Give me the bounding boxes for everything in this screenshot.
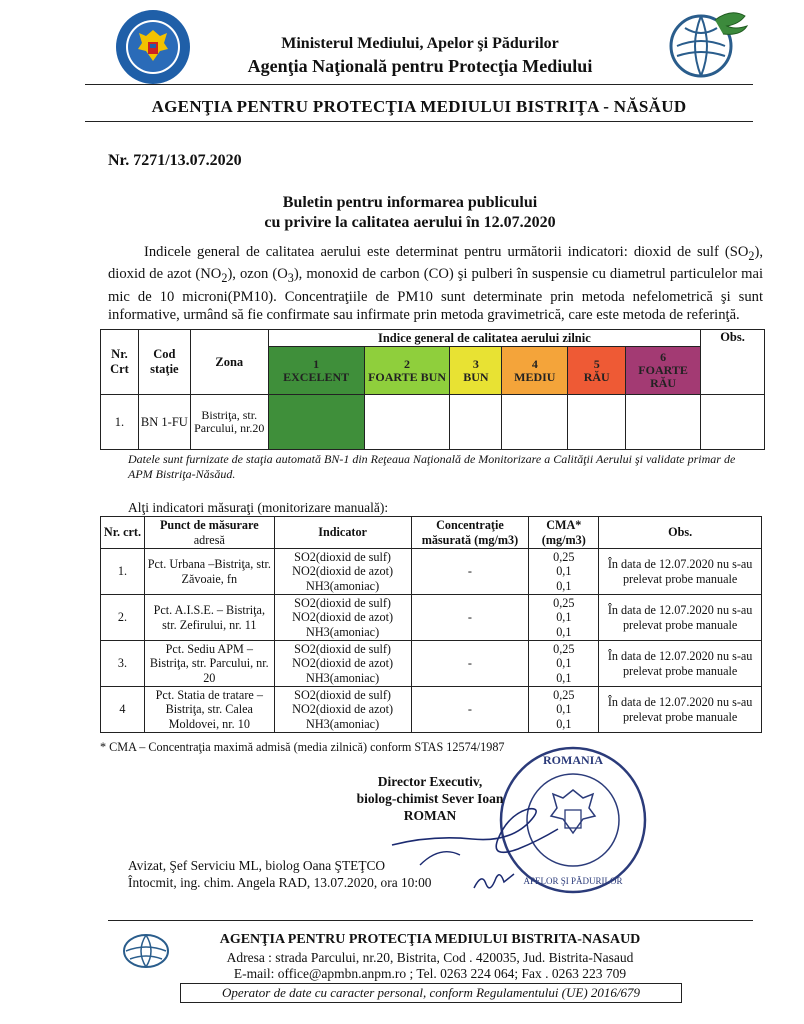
row-obs: În data de 12.07.2020 nu s-au prelevat probe manuale	[599, 687, 762, 733]
cma-value: 0,1	[556, 624, 572, 639]
level-cell	[364, 347, 450, 395]
manual-monitoring-caption: Alţi indicatori măsuraţi (monitorizare manuală):	[128, 500, 389, 515]
station-zone: Bistriţa, str. Parcului, nr.20	[190, 395, 268, 450]
indicator-name: SO2(dioxid de sulf)	[294, 687, 391, 702]
table-row	[101, 595, 762, 641]
indicator-name: NO2(dioxid de azot)	[292, 702, 394, 717]
station-code: BN 1-FU	[138, 395, 190, 450]
result-cell	[364, 395, 450, 450]
row-nr: 4	[101, 687, 145, 733]
no2-subscript: 2	[221, 271, 228, 286]
level-number: 5	[593, 356, 600, 371]
cma-value: 0,1	[556, 578, 572, 593]
result-cell	[568, 395, 626, 450]
header-concentration: Concentraţie măsurată (mg/m3)	[411, 517, 529, 549]
anpm-footer-logo	[116, 927, 176, 971]
header-index: Indice general de calitatea aerului zilnic	[268, 330, 700, 347]
row-indicators	[274, 641, 411, 687]
row-nr: 2.	[101, 595, 145, 641]
row-obs: În data de 12.07.2020 nu s-au prelevat probe manuale	[599, 641, 762, 687]
avizat-line: Avizat, Şef Serviciu ML, biolog Oana ŞTEŢCO	[128, 858, 386, 873]
level-label: BUN	[463, 369, 489, 384]
header-obs: Obs.	[701, 330, 765, 395]
footer-agency: AGENŢIA PENTRU PROTECŢIA MEDIULUI BISTRITA-NASAUD	[219, 932, 641, 947]
level-label: RĂU	[583, 369, 610, 384]
ministry-name: Ministerul Mediului, Apelor şi Pădurilor	[281, 35, 559, 52]
footer-operator-note: Operator de date cu caracter personal, conform Regulamentului (UE) 2016/679	[180, 983, 682, 1003]
director-title: Director Executiv,	[377, 774, 483, 789]
row-cma	[529, 595, 599, 641]
row-obs: În data de 12.07.2020 nu s-au prelevat probe manuale	[599, 549, 762, 595]
cma-value: 0,1	[556, 656, 572, 671]
table-row	[101, 687, 762, 733]
header-nr: Nr. Crt	[101, 330, 139, 395]
table-row	[101, 641, 762, 687]
header-cma: CMA* (mg/m3)	[529, 517, 599, 549]
level-number: 3	[472, 356, 479, 371]
intro-text: ), dioxid de azot (NO	[108, 244, 763, 283]
station-obs	[701, 395, 765, 450]
level-cell	[626, 347, 701, 395]
footer-divider	[108, 920, 753, 921]
row-concentration: -	[411, 549, 529, 595]
station-row	[101, 395, 765, 450]
anpm-globe-logo	[663, 6, 753, 82]
level-number: 2	[404, 356, 411, 371]
intro-text: ), monoxid de carbon (CO) şi pulberi în suspensie cu diametrul particulelor mai mic de 10 microni(PM10). Concentraţiile de PM10 sunt determinate prin metoda nefelometrică şi sunt informative, urmând să fie confirmate sau infirmate prin metoda gravimetrică, care este metoda de referinţă.	[108, 266, 764, 324]
level-cell	[450, 347, 502, 395]
director-name: biolog-chimist Sever Ioan ROMAN	[356, 791, 504, 823]
manual-rows	[101, 549, 762, 733]
row-point: Pct. A.I.S.E. – Bistriţa, str. Zefirului, nr. 11	[144, 595, 274, 641]
header-divider	[85, 84, 753, 85]
cma-value: 0,1	[556, 610, 572, 625]
cma-value: 0,25	[553, 549, 575, 564]
row-point: Pct. Statia de tratare – Bistriţa, str. Calea Moldovei, nr. 10	[144, 687, 274, 733]
air-quality-index-table	[100, 329, 765, 450]
level-label: MEDIU	[514, 369, 556, 384]
indicator-name: NH3(amoniac)	[306, 578, 380, 593]
level-number: 1	[313, 356, 320, 371]
svg-text:ROMANIA: ROMANIA	[543, 753, 603, 767]
row-indicators	[274, 595, 411, 641]
row-indicators	[274, 687, 411, 733]
header-point-title: Punct de măsurare	[159, 518, 259, 532]
level-cell	[502, 347, 568, 395]
intro-paragraph	[108, 243, 763, 324]
level-label: FOARTE RĂU	[638, 363, 688, 390]
header-indicator: Indicator	[274, 517, 411, 549]
svg-text:APELOR ŞI PĂDURILOR: APELOR ŞI PĂDURILOR	[523, 876, 623, 886]
indicator-name: NO2(dioxid de azot)	[292, 610, 394, 625]
footer-address: Adresa : strada Parcului, nr.20, Bistrita, Cod . 420035, Jud. Bistrita-Nasaud	[226, 950, 634, 965]
bulletin-title-line1: Buletin pentru informarea publicului	[282, 194, 538, 211]
cma-value: 0,25	[553, 687, 575, 702]
row-cma	[529, 549, 599, 595]
cma-value: 0,25	[553, 595, 575, 610]
footer-contact: E-mail: office@apmbn.anpm.ro ; Tel. 0263 224 064; Fax . 0263 223 709	[233, 966, 627, 981]
header-nr: Nr. crt.	[101, 517, 145, 549]
station-nr: 1.	[101, 395, 139, 450]
local-agency-name: AGENŢIA PENTRU PROTECŢIA MEDIULUI BISTRIŢA - NĂSĂUD	[151, 97, 687, 116]
so2-subscript: 2	[748, 248, 755, 263]
result-cell	[268, 395, 364, 450]
header-obs: Obs.	[599, 517, 762, 549]
o3-subscript: 3	[287, 271, 294, 286]
level-cell	[268, 347, 364, 395]
data-source-note: Datele sunt furnizate de staţia automată BN-1 din Reţeaua Naţională de Monitorizare a Calităţii Aerului şi validate primar de APM Bistriţa-Năsăud.	[128, 452, 736, 481]
cma-value: 0,25	[553, 641, 575, 656]
indicator-name: NO2(dioxid de azot)	[292, 564, 394, 579]
header-point-sub: adresă	[193, 532, 225, 547]
level-cell	[568, 347, 626, 395]
row-nr: 3.	[101, 641, 145, 687]
row-point: Pct. Sediu APM – Bistriţa, str. Parcului, nr. 20	[144, 641, 274, 687]
government-seal-logo	[114, 8, 192, 86]
indicator-name: NH3(amoniac)	[306, 624, 380, 639]
result-cell	[502, 395, 568, 450]
indicator-name: SO2(dioxid de sulf)	[294, 595, 391, 610]
intocmit-line: Întocmit, ing. chim. Angela RAD, 13.07.2020, ora 10:00	[128, 875, 432, 890]
cma-footnote: * CMA – Concentraţia maximă admisă (media zilnică) conform STAS 12574/1987	[100, 740, 505, 754]
row-nr: 1.	[101, 549, 145, 595]
indicator-name: SO2(dioxid de sulf)	[294, 641, 391, 656]
indicator-name: NH3(amoniac)	[306, 716, 380, 731]
level-label: EXCELENT	[283, 369, 350, 384]
cma-value: 0,1	[556, 564, 572, 579]
level-number: 4	[531, 356, 538, 371]
row-obs: În data de 12.07.2020 nu s-au prelevat probe manuale	[599, 595, 762, 641]
header-zone: Zona	[190, 330, 268, 395]
indicator-name: NH3(amoniac)	[306, 670, 380, 685]
indicator-name: NO2(dioxid de azot)	[292, 656, 394, 671]
manual-monitoring-table	[100, 516, 762, 733]
cma-value: 0,1	[556, 670, 572, 685]
row-cma	[529, 687, 599, 733]
header-divider-bottom	[85, 121, 753, 122]
header-station-code: Cod staţie	[138, 330, 190, 395]
cma-value: 0,1	[556, 716, 572, 731]
national-agency-name: Agenţia Naţională pentru Protecţia Mediului	[247, 56, 593, 76]
bulletin-title-line2: cu privire la calitatea aerului în 12.07.2020	[264, 214, 556, 231]
row-cma	[529, 641, 599, 687]
intro-text: Indicele general de calitatea aerului este determinat pentru următorii indicatori: dioxid de sulf (SO	[144, 244, 749, 260]
author-initials-signature	[470, 870, 520, 895]
intro-text: ), ozon (O	[227, 266, 288, 283]
result-cell	[626, 395, 701, 450]
row-concentration: -	[411, 595, 529, 641]
indicator-name: SO2(dioxid de sulf)	[294, 549, 391, 564]
header-point	[144, 517, 274, 549]
result-cell	[450, 395, 502, 450]
row-concentration: -	[411, 641, 529, 687]
document-number: Nr. 7271/13.07.2020	[108, 152, 242, 169]
row-concentration: -	[411, 687, 529, 733]
row-point: Pct. Urbana –Bistriţa, str. Zăvoaie, fn	[144, 549, 274, 595]
level-label: FOARTE BUN	[368, 369, 446, 384]
level-number: 6	[660, 350, 667, 364]
cma-value: 0,1	[556, 702, 572, 717]
row-indicators	[274, 549, 411, 595]
bulletin-title	[150, 193, 670, 233]
table-row	[101, 549, 762, 595]
